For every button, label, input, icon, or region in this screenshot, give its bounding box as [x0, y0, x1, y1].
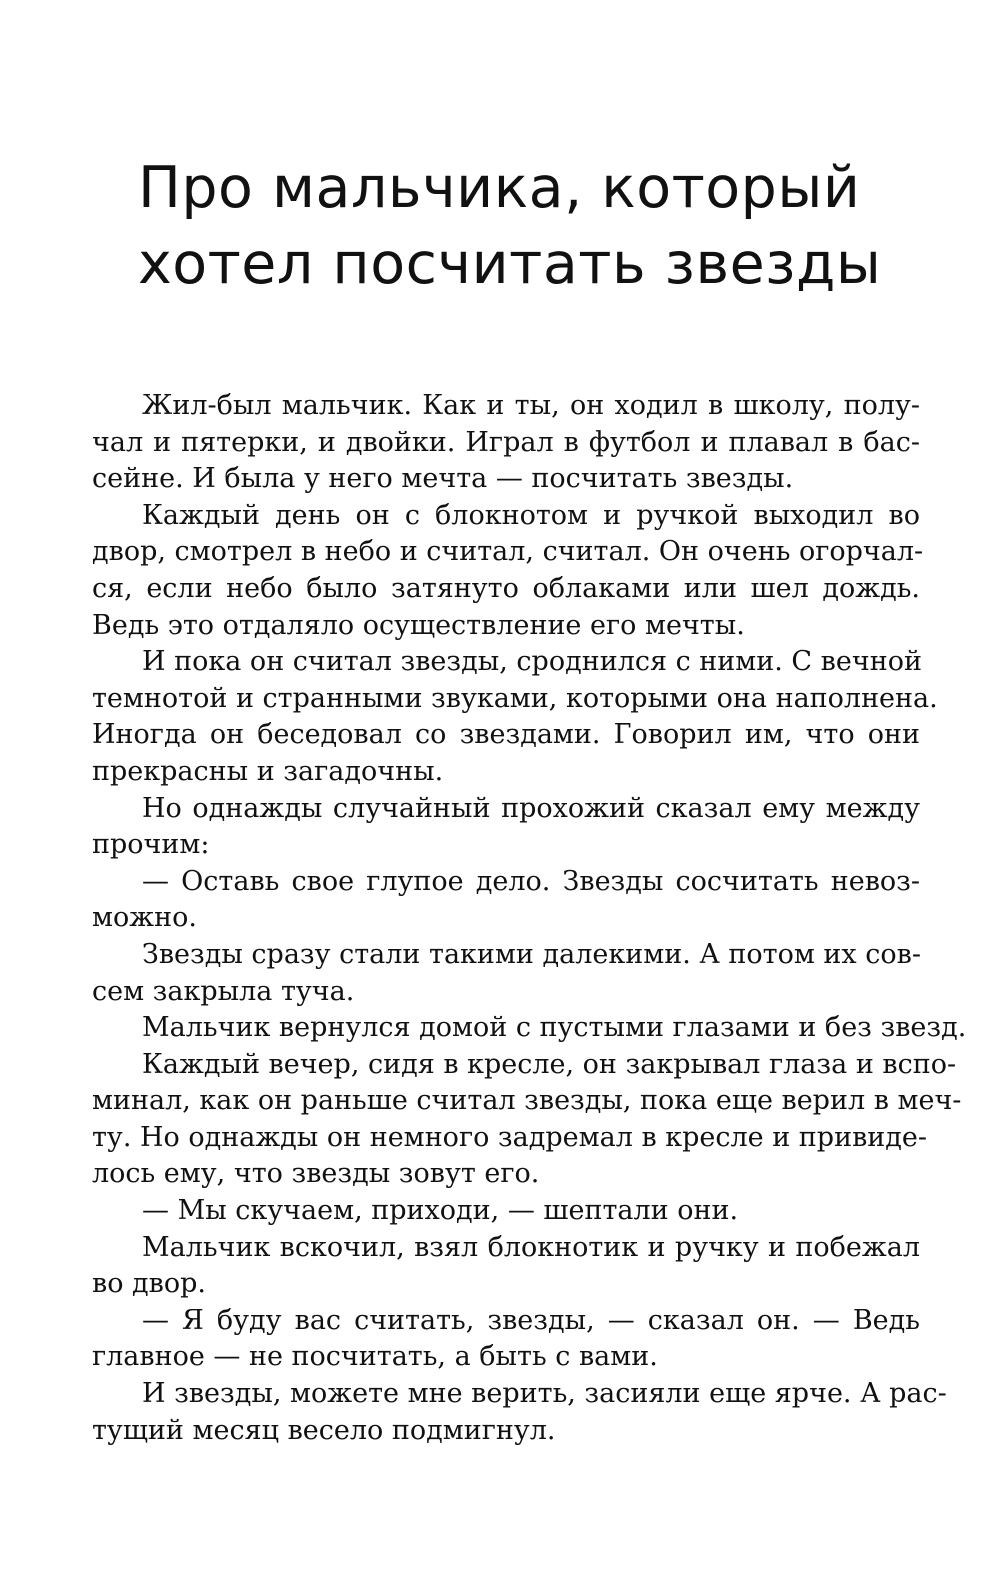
text-line: прочим: [92, 829, 210, 861]
text-line: Каждый день он с блокнотом и ручкой выходил во [142, 499, 920, 531]
text-line: ту. Но однажды он немного задремал в кресле и привиде- [92, 1121, 927, 1153]
text-line: главное — не посчитать, а быть с вами. [92, 1341, 658, 1373]
text-line: минал, как он раньше считал звезды, пока еще верил в меч- [92, 1085, 962, 1117]
text-line: — Оставь свое глупое дело. Звезды сосчитать невоз- [142, 865, 920, 897]
text-line: Иногда он беседовал со звездами. Говорил им, что они [92, 719, 920, 751]
text-line: И звезды, можете мне верить, засияли еще ярче. А рас- [142, 1378, 947, 1410]
text-line: Но однажды случайный прохожий сказал ему между [142, 792, 920, 824]
text-line: Жил-был мальчик. Как и ты, он ходил в школу, полу- [142, 390, 920, 421]
text-line: Звезды сразу стали такими далекими. А потом их сов- [142, 938, 921, 970]
text-line: Мальчик вскочил, взял блокнотик и ручку и побежал [142, 1231, 920, 1263]
text-line: чал и пятерки, и двойки. Играл в футбол и плавал в бас- [92, 426, 920, 458]
story-title-line-2: хотел посчитать звезды [138, 231, 882, 297]
text-line: сем закрыла туча. [92, 975, 355, 1007]
text-line: ся, если небо было затянуто облаками или шел дождь. [92, 572, 920, 604]
text-line: Ведь это отдаляло осуществление его мечты. [92, 609, 745, 641]
text-line: Каждый вечер, сидя в кресле, он закрывал глаза и вспо- [142, 1048, 957, 1080]
text-line: темнотой и странными звуками, которыми она наполнена. [92, 682, 938, 714]
story-title [138, 150, 898, 302]
text-line: прекрасны и загадочны. [92, 755, 444, 787]
text-line: лось ему, что звезды зовут его. [92, 1158, 540, 1190]
story-body [92, 388, 967, 1449]
text-line: И пока он считал звезды, сроднился с ними. С вечной [142, 646, 922, 678]
text-line: — Мы скучаем, приходи, — шептали они. [142, 1195, 739, 1227]
text-line: двор, смотрел в небо и считал, считал. Он очень огорчал- [92, 536, 924, 568]
text-line: Мальчик вернулся домой с пустыми глазами и без звезд. [142, 1012, 967, 1044]
text-line: тущий месяц весело подмигнул. [92, 1414, 556, 1446]
text-line: можно. [92, 902, 197, 934]
text-line: — Я буду вас считать, звезды, — сказал он. — Ведь [142, 1304, 920, 1336]
text-line: сейне. И была у него мечта — посчитать звезды. [92, 463, 794, 495]
story-title-line-1: Про мальчика, который [138, 155, 861, 221]
text-line: во двор. [92, 1268, 206, 1300]
